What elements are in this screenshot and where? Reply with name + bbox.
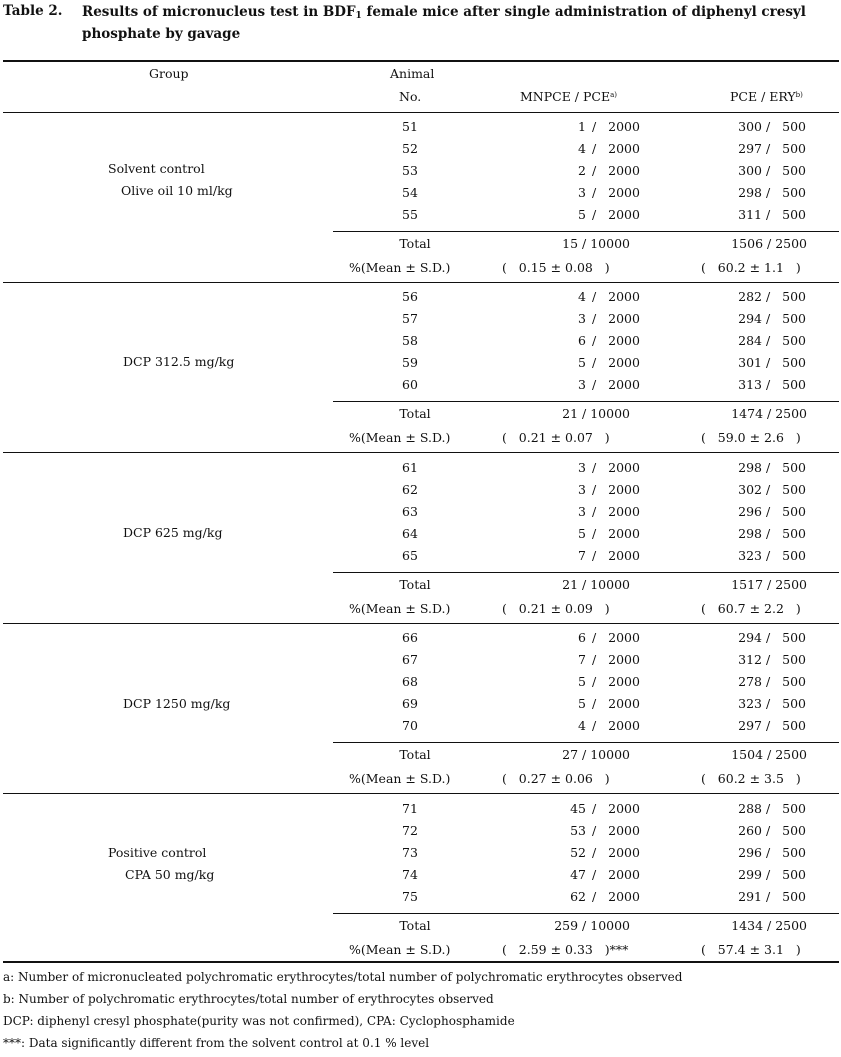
pce-denominator: / 500 bbox=[766, 889, 806, 904]
total-pce: 1504 / 2500 bbox=[731, 747, 807, 762]
group-name-line2: CPA 50 mg/kg bbox=[125, 867, 215, 882]
mnpce-denominator: / 2000 bbox=[592, 141, 640, 156]
mnpce-count: 3 bbox=[578, 377, 586, 392]
mnpce-denominator: / 2000 bbox=[592, 548, 640, 563]
total-label: Total bbox=[399, 747, 431, 762]
group-name-line1: DCP 312.5 mg/kg bbox=[123, 354, 235, 369]
pce-denominator: / 500 bbox=[766, 504, 806, 519]
animal-number: 75 bbox=[402, 889, 418, 904]
total-pce: 1506 / 2500 bbox=[731, 236, 807, 251]
table-caption: Results of micronucleus test in $BDF_1$ female mice after single administration of diphenyl cresyl phosphate by gavage bbox=[82, 4, 806, 42]
mean-mnpce: ( 0.27 ± 0.06 ) bbox=[502, 771, 610, 786]
pce-count: 301 bbox=[738, 355, 762, 370]
mnpce-count: 5 bbox=[578, 674, 586, 689]
mean-pce: ( 57.4 ± 3.1 ) bbox=[701, 942, 801, 957]
mnpce-count: 53 bbox=[570, 823, 586, 838]
pce-count: 296 bbox=[738, 504, 762, 519]
mnpce-denominator: / 2000 bbox=[592, 163, 640, 178]
pce-denominator: / 500 bbox=[766, 333, 806, 348]
mnpce-count: 5 bbox=[578, 526, 586, 541]
mnpce-count: 3 bbox=[578, 460, 586, 475]
mnpce-denominator: / 2000 bbox=[592, 845, 640, 860]
mean-mnpce: ( 0.15 ± 0.08 ) bbox=[502, 260, 610, 275]
mnpce-count: 3 bbox=[578, 482, 586, 497]
total-rule bbox=[333, 742, 839, 743]
mnpce-denominator: / 2000 bbox=[592, 333, 640, 348]
mnpce-count: 62 bbox=[570, 889, 586, 904]
total-mnpce: 259 / 10000 bbox=[554, 918, 630, 933]
pce-denominator: / 500 bbox=[766, 119, 806, 134]
animal-number: 66 bbox=[402, 630, 418, 645]
mean-pce: ( 60.2 ± 1.1 ) bbox=[701, 260, 801, 275]
group-name bbox=[123, 522, 222, 544]
total-label: Total bbox=[399, 236, 431, 251]
animal-number: 53 bbox=[402, 163, 418, 178]
mnpce-count: 7 bbox=[578, 652, 586, 667]
pce-count: 299 bbox=[738, 867, 762, 882]
pce-denominator: / 500 bbox=[766, 460, 806, 475]
pce-denominator: / 500 bbox=[766, 674, 806, 689]
mnpce-count: 4 bbox=[578, 718, 586, 733]
header-group: Group bbox=[149, 66, 189, 81]
pce-denominator: / 500 bbox=[766, 311, 806, 326]
footnote-abbrev: DCP: diphenyl cresyl phosphate(purity was not confirmed), CPA: Cyclophosphamide bbox=[3, 1014, 515, 1028]
pce-denominator: / 500 bbox=[766, 867, 806, 882]
mnpce-count: 6 bbox=[578, 630, 586, 645]
mnpce-count: 7 bbox=[578, 548, 586, 563]
pce-denominator: / 500 bbox=[766, 630, 806, 645]
group-separator-rule bbox=[3, 282, 839, 283]
mnpce-count: 5 bbox=[578, 207, 586, 222]
mnpce-count: 5 bbox=[578, 696, 586, 711]
bottom-rule bbox=[3, 961, 839, 963]
mnpce-denominator: / 2000 bbox=[592, 119, 640, 134]
mnpce-denominator: / 2000 bbox=[592, 823, 640, 838]
footnote-a: a: Number of micronucleated polychromatic erythrocytes/total number of polychromatic erythrocytes observed bbox=[3, 970, 683, 984]
animal-number: 68 bbox=[402, 674, 418, 689]
mnpce-denominator: / 2000 bbox=[592, 652, 640, 667]
mean-label: %(Mean ± S.D.) bbox=[349, 601, 451, 616]
mean-label: %(Mean ± S.D.) bbox=[349, 771, 451, 786]
mnpce-count: 47 bbox=[570, 867, 586, 882]
header-rule bbox=[3, 112, 839, 113]
mnpce-denominator: / 2000 bbox=[592, 355, 640, 370]
mnpce-count: 2 bbox=[578, 163, 586, 178]
pce-count: 278 bbox=[738, 674, 762, 689]
group-name bbox=[108, 842, 214, 886]
pce-denominator: / 500 bbox=[766, 526, 806, 541]
total-rule bbox=[333, 572, 839, 573]
mean-pce: ( 60.7 ± 2.2 ) bbox=[701, 601, 801, 616]
group-name bbox=[123, 693, 230, 715]
total-mnpce: 21 / 10000 bbox=[562, 577, 630, 592]
pce-denominator: / 500 bbox=[766, 801, 806, 816]
animal-number: 55 bbox=[402, 207, 418, 222]
pce-denominator: / 500 bbox=[766, 823, 806, 838]
mnpce-count: 3 bbox=[578, 504, 586, 519]
total-pce: 1517 / 2500 bbox=[731, 577, 807, 592]
group-separator-rule bbox=[3, 793, 839, 794]
mnpce-count: 3 bbox=[578, 185, 586, 200]
footnotes bbox=[3, 966, 839, 1054]
group-name-line2: Olive oil 10 ml/kg bbox=[121, 183, 233, 198]
mnpce-count: 45 bbox=[570, 801, 586, 816]
mean-label: %(Mean ± S.D.) bbox=[349, 942, 451, 957]
pce-count: 294 bbox=[738, 630, 762, 645]
pce-count: 323 bbox=[738, 548, 762, 563]
group-name-line1: DCP 1250 mg/kg bbox=[123, 696, 231, 711]
pce-count: 298 bbox=[738, 460, 762, 475]
animal-number: 60 bbox=[402, 377, 418, 392]
mean-mnpce: ( 0.21 ± 0.07 ) bbox=[502, 430, 610, 445]
footnote-b: b: Number of polychromatic erythrocytes/total number of erythrocytes observed bbox=[3, 992, 494, 1006]
animal-number: 67 bbox=[402, 652, 418, 667]
animal-number: 74 bbox=[402, 867, 418, 882]
animal-number: 72 bbox=[402, 823, 418, 838]
pce-denominator: / 500 bbox=[766, 185, 806, 200]
mnpce-denominator: / 2000 bbox=[592, 674, 640, 689]
group-separator-rule bbox=[3, 452, 839, 453]
group-name-line1: Positive control bbox=[108, 845, 207, 860]
pce-denominator: / 500 bbox=[766, 355, 806, 370]
mnpce-denominator: / 2000 bbox=[592, 289, 640, 304]
group-name bbox=[108, 158, 233, 202]
mnpce-denominator: / 2000 bbox=[592, 460, 640, 475]
pce-count: 260 bbox=[738, 823, 762, 838]
pce-count: 298 bbox=[738, 185, 762, 200]
mnpce-count: 52 bbox=[570, 845, 586, 860]
total-pce: 1474 / 2500 bbox=[731, 406, 807, 421]
animal-number: 61 bbox=[402, 460, 418, 475]
animal-number: 65 bbox=[402, 548, 418, 563]
mnpce-denominator: / 2000 bbox=[592, 696, 640, 711]
animal-number: 71 bbox=[402, 801, 418, 816]
mnpce-denominator: / 2000 bbox=[592, 889, 640, 904]
pce-denominator: / 500 bbox=[766, 548, 806, 563]
mnpce-denominator: / 2000 bbox=[592, 504, 640, 519]
total-rule bbox=[333, 401, 839, 402]
pce-denominator: / 500 bbox=[766, 845, 806, 860]
pce-denominator: / 500 bbox=[766, 289, 806, 304]
total-rule bbox=[333, 913, 839, 914]
animal-number: 64 bbox=[402, 526, 418, 541]
pce-count: 284 bbox=[738, 333, 762, 348]
pce-count: 302 bbox=[738, 482, 762, 497]
table-number: Table 2. bbox=[3, 3, 63, 19]
footnote-significance: ***: Data significantly different from the solvent control at 0.1 % level bbox=[3, 1036, 430, 1050]
pce-count: 323 bbox=[738, 696, 762, 711]
pce-denominator: / 500 bbox=[766, 141, 806, 156]
animal-number: 59 bbox=[402, 355, 418, 370]
animal-number: 57 bbox=[402, 311, 418, 326]
mnpce-denominator: / 2000 bbox=[592, 630, 640, 645]
mnpce-denominator: / 2000 bbox=[592, 718, 640, 733]
pce-count: 288 bbox=[738, 801, 762, 816]
animal-number: 62 bbox=[402, 482, 418, 497]
pce-count: 312 bbox=[738, 652, 762, 667]
header-mnpce: MNPCE / PCE$^{a)}$ bbox=[520, 89, 618, 104]
header-pce: PCE / ERY$^{b)}$ bbox=[730, 89, 803, 104]
pce-denominator: / 500 bbox=[766, 718, 806, 733]
animal-number: 58 bbox=[402, 333, 418, 348]
group-separator-rule bbox=[3, 623, 839, 624]
pce-count: 294 bbox=[738, 311, 762, 326]
mnpce-count: 5 bbox=[578, 355, 586, 370]
mnpce-denominator: / 2000 bbox=[592, 867, 640, 882]
group-name-line1: Solvent control bbox=[108, 161, 205, 176]
mean-label: %(Mean ± S.D.) bbox=[349, 430, 451, 445]
group-name-line1: DCP 625 mg/kg bbox=[123, 525, 223, 540]
animal-number: 54 bbox=[402, 185, 418, 200]
pce-count: 282 bbox=[738, 289, 762, 304]
header-animal-line2: No. bbox=[399, 89, 422, 104]
pce-denominator: / 500 bbox=[766, 163, 806, 178]
animal-number: 63 bbox=[402, 504, 418, 519]
pce-denominator: / 500 bbox=[766, 652, 806, 667]
mean-pce: ( 60.2 ± 3.5 ) bbox=[701, 771, 801, 786]
pce-denominator: / 500 bbox=[766, 482, 806, 497]
mnpce-count: 3 bbox=[578, 311, 586, 326]
pce-count: 300 bbox=[738, 119, 762, 134]
total-pce: 1434 / 2500 bbox=[731, 918, 807, 933]
mnpce-count: 1 bbox=[578, 119, 586, 134]
mnpce-count: 6 bbox=[578, 333, 586, 348]
mnpce-denominator: / 2000 bbox=[592, 801, 640, 816]
total-mnpce: 27 / 10000 bbox=[562, 747, 630, 762]
mnpce-denominator: / 2000 bbox=[592, 482, 640, 497]
pce-count: 298 bbox=[738, 526, 762, 541]
mnpce-denominator: / 2000 bbox=[592, 377, 640, 392]
pce-count: 291 bbox=[738, 889, 762, 904]
animal-number: 73 bbox=[402, 845, 418, 860]
total-label: Total bbox=[399, 918, 431, 933]
top-rule bbox=[3, 60, 839, 62]
mean-pce: ( 59.0 ± 2.6 ) bbox=[701, 430, 801, 445]
animal-number: 51 bbox=[402, 119, 418, 134]
animal-number: 70 bbox=[402, 718, 418, 733]
pce-count: 296 bbox=[738, 845, 762, 860]
total-mnpce: 15 / 10000 bbox=[562, 236, 630, 251]
animal-number: 56 bbox=[402, 289, 418, 304]
total-label: Total bbox=[399, 577, 431, 592]
pce-count: 311 bbox=[738, 207, 762, 222]
mnpce-count: 4 bbox=[578, 289, 586, 304]
mean-label: %(Mean ± S.D.) bbox=[349, 260, 451, 275]
pce-denominator: / 500 bbox=[766, 207, 806, 222]
pce-count: 297 bbox=[738, 141, 762, 156]
pce-denominator: / 500 bbox=[766, 377, 806, 392]
pce-count: 313 bbox=[738, 377, 762, 392]
mnpce-denominator: / 2000 bbox=[592, 311, 640, 326]
mean-mnpce: ( 2.59 ± 0.33 )*** bbox=[502, 942, 629, 957]
table-title bbox=[3, 0, 839, 44]
mnpce-denominator: / 2000 bbox=[592, 185, 640, 200]
pce-count: 300 bbox=[738, 163, 762, 178]
animal-number: 69 bbox=[402, 696, 418, 711]
pce-count: 297 bbox=[738, 718, 762, 733]
total-mnpce: 21 / 10000 bbox=[562, 406, 630, 421]
header-animal-line1: Animal bbox=[390, 66, 435, 81]
mean-mnpce: ( 0.21 ± 0.09 ) bbox=[502, 601, 610, 616]
mnpce-denominator: / 2000 bbox=[592, 526, 640, 541]
mnpce-count: 4 bbox=[578, 141, 586, 156]
total-label: Total bbox=[399, 406, 431, 421]
mnpce-denominator: / 2000 bbox=[592, 207, 640, 222]
pce-denominator: / 500 bbox=[766, 696, 806, 711]
animal-number: 52 bbox=[402, 141, 418, 156]
total-rule bbox=[333, 231, 839, 232]
group-name bbox=[123, 351, 234, 373]
